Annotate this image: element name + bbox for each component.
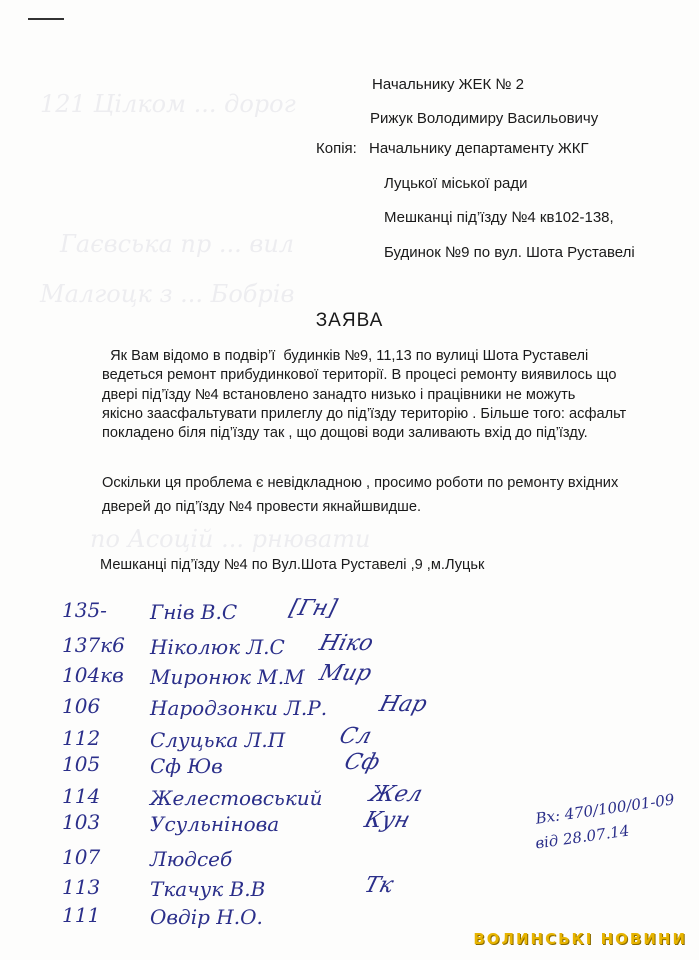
text-line: двері під’їзду №4 встановлено занадто низько і працівники не можуть [102, 386, 576, 403]
resident-name: Людсеб [150, 847, 233, 871]
text-line: Оскільки ця проблема є невідкладною , просимо роботи по ремонту вхідних [102, 475, 619, 491]
handwritten-signature: Мир [316, 661, 375, 686]
addressee-line: Будинок №9 по вул. Шота Руставелі [384, 244, 635, 261]
apartment-number: 135- [62, 598, 107, 622]
apartment-number: 105 [62, 752, 101, 776]
document-title: ЗАЯВА [315, 310, 384, 331]
apartment-number: 107 [62, 845, 101, 869]
handwritten-signature: Сл [336, 724, 375, 749]
handwritten-signature: Сф [341, 750, 383, 775]
dash-mark [28, 18, 64, 20]
resident-name: Ніколюк Л.С [150, 635, 285, 659]
handwritten-signature: [Гн] [286, 596, 340, 621]
handwritten-signature: Ніко [316, 631, 376, 656]
addressee-line: Начальнику департаменту ЖКГ [369, 140, 589, 157]
apartment-number: 111 [62, 903, 101, 927]
registration-date: від 28.07.14 [534, 821, 631, 853]
text-line: Як Вам відомо в подвір’ї будинків №9, 11,13 по вулиці Шота Руставелі [102, 348, 589, 364]
apartment-number: 113 [62, 875, 101, 899]
apartment-number: 103 [62, 810, 101, 834]
resident-name: Усульнінова [150, 812, 280, 836]
resident-name: Ткачук В.В [150, 877, 266, 901]
signatory-line: Мешканці під’їзду №4 по Вул.Шота Руставелі ,9 ,м.Луцьк [100, 557, 485, 573]
resident-name: Сф Юв [150, 754, 223, 778]
handwritten-signature: Кун [361, 808, 413, 833]
handwritten-signature: Жел [366, 782, 426, 807]
addressee-line: Мешканці під’їзду №4 кв102-138, [384, 209, 614, 226]
apartment-number: 106 [62, 694, 101, 718]
resident-name: Овдір Н.О. [150, 905, 263, 929]
apartment-number: 137к6 [62, 633, 125, 657]
resident-name: Народзонки Л.Р. [150, 696, 328, 720]
handwritten-signature: Нар [376, 692, 430, 717]
addressee-line: Луцької міської ради [384, 175, 528, 192]
resident-name: Слуцька Л.П [150, 728, 286, 752]
text-line: покладено біля під’їзду так , що дощові води заливають вхід до під’їзду. [102, 425, 588, 442]
apartment-number: 114 [62, 784, 101, 808]
handwritten-signature: Тк [361, 873, 397, 898]
addressee-line: Рижук Володимиру Васильовичу [370, 110, 599, 127]
resident-name: Желестовський [150, 786, 323, 810]
watermark-logo: ВОЛИНСЬКІ НОВИНИ [473, 930, 687, 948]
paragraph-2 [102, 471, 618, 519]
registration-number: Вх: 470/100/01-09 [534, 790, 676, 828]
text-line: ведеться ремонт прибудинкової території. В процесі ремонту виявилось що [102, 367, 617, 384]
resident-name: Гнів В.С [150, 600, 238, 624]
scanned-letter: 121 Цілком ... дорог Гаєвська пр ... вил Малгоцк з ... Бобрів по Асоцій ... рнювати Начальнику ЖЕК № 2 Рижук Володимиру Васильовичу Копія: Начальнику департаменту ЖКГ Луцької міської ради Мешканці під’їзду №4 кв102-138, Будинок №9 по вул. Шота Руставелі ЗАЯВА Як Вам відомо в подвір’ї будинків №9, 11,13 по вулиці Шота Руставелі ведеться ремонт прибудинкової території. В процесі ремонту виявилось що двері під’їзду №4 встановлено занадто низько і працівники не можуть якісно заасфальтувати прилеглу до під’їзду територію . Більше того: асфальт покладено біля під’їзду так , що дощові води заливають вхід до під’їзду. Оскільки ця проблема є невідкладною , просимо роботи по ремонту вхідних дверей до під’їзду №4 провести якнайшвидше. Мешканці під’їзду №4 по Вул.Шота Руставелі ,9 ,м.Луцьк 135- Гнів В.С [Гн] 137к6 Ніколюк Л.С Ніко 104кв Миронюк М.М Мир 106 Народзонки Л.Р. Нар 112 Слуцька Л.П Сл 105 Сф Юв Сф 114 Желестовський Жел 103 Усульнінова Кун 107 Людсеб 113 Ткачук В.В Тк 111 Овдір Н.О. Вх: 470/100/01-09 від 28.07.14 ВОЛИНСЬКІ НОВИНИ [0, 0, 699, 960]
text-line: дверей до під’їзду №4 провести якнайшвидше. [102, 499, 422, 515]
text-line: якісно заасфальтувати прилеглу до під’їзду територію . Більше того: асфальт [102, 405, 627, 422]
apartment-number: 112 [62, 726, 101, 750]
copy-label: Копія: [316, 140, 357, 157]
resident-name: Миронюк М.М [150, 665, 305, 689]
apartment-number: 104кв [62, 663, 124, 687]
addressee-line: Начальнику ЖЕК № 2 [372, 76, 524, 93]
paragraph-1 [102, 347, 626, 443]
